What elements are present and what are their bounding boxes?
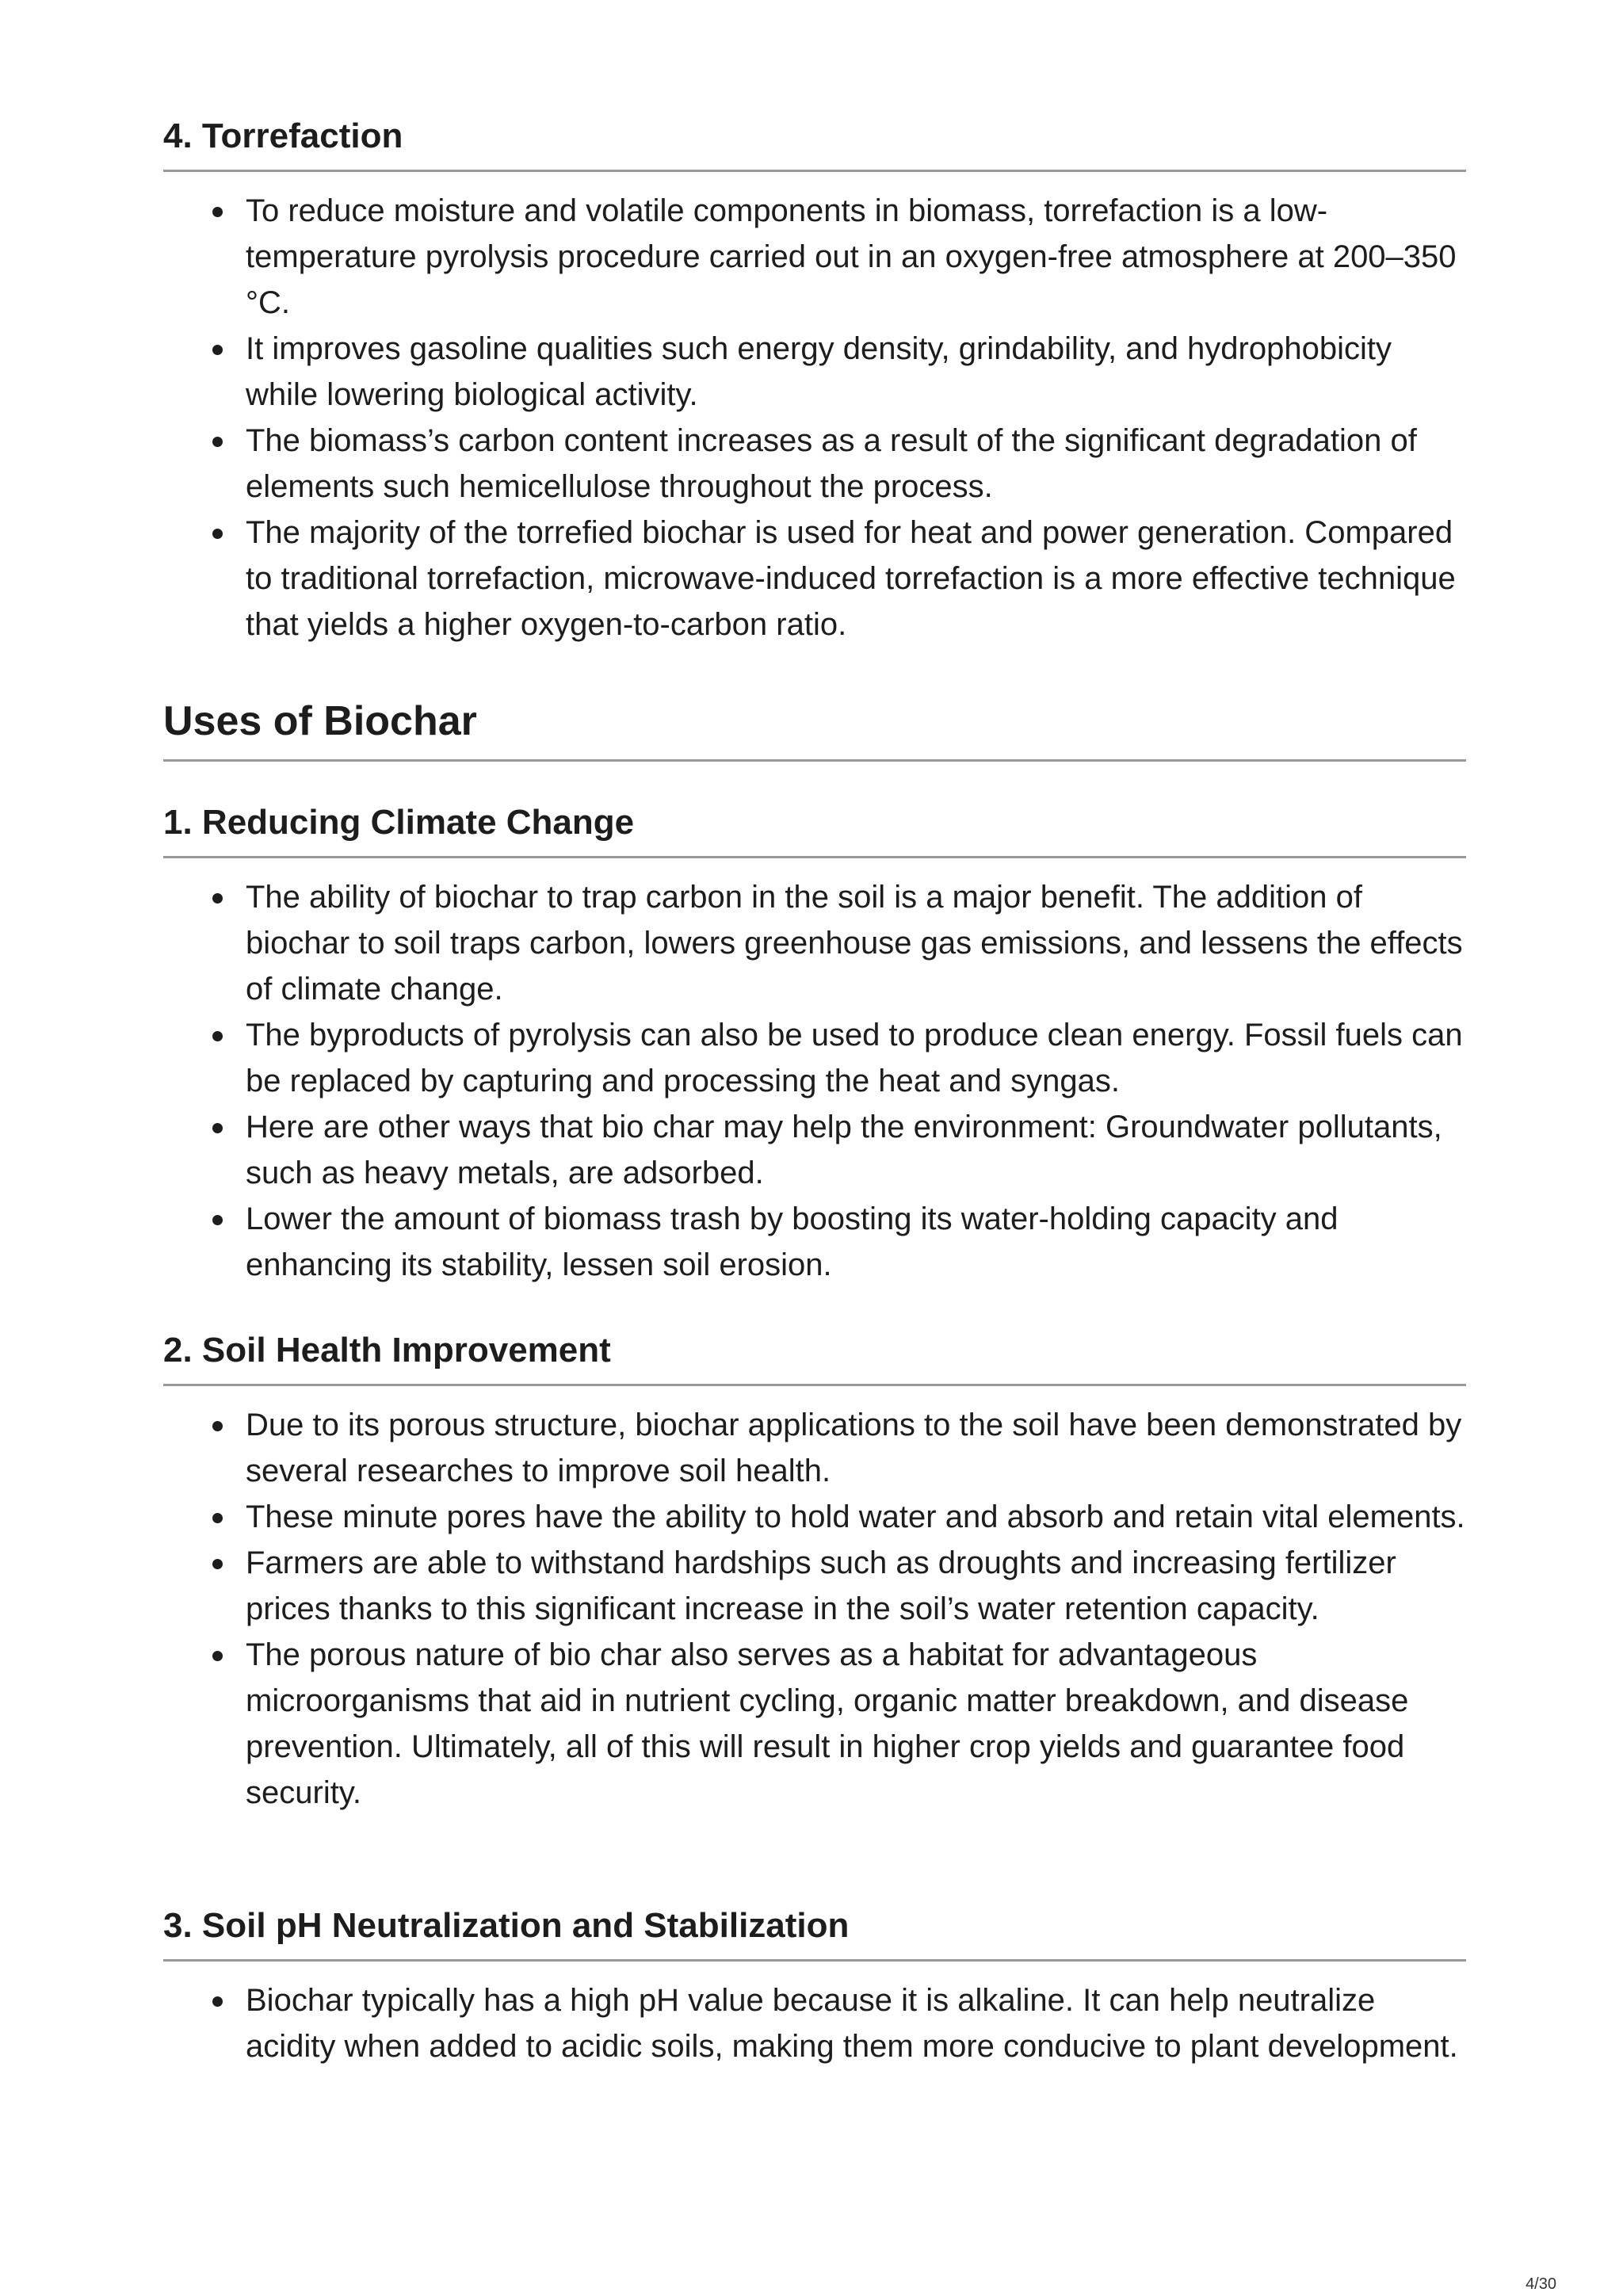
list-item [163, 1196, 1466, 1288]
list-item [163, 1104, 1466, 1196]
list-item-text: To reduce moisture and volatile components in biomass, torrefaction is a low-temperature pyrolysis procedure carried out in an oxygen-free atmosphere at 200–350 °C. [246, 193, 1457, 320]
section-title: Uses of Biochar [163, 697, 1466, 762]
bullet-icon [212, 1031, 223, 1041]
section-uses-of-biochar [163, 697, 1466, 762]
bullet-icon [212, 1559, 223, 1569]
list-item-text: Lower the amount of biomass trash by boosting its water-holding capacity and enhancing its stability, lessen soil erosion. [246, 1201, 1338, 1282]
bullet-list [163, 1977, 1466, 2069]
section-torrefaction [163, 116, 1466, 648]
section-reducing-climate-change [163, 802, 1466, 1288]
list-item-text: The majority of the torrefied biochar is used for heat and power generation. Compared to traditional torrefaction, microwave-induced torrefaction is a more effective technique that yields a higher oxygen-to-carbon ratio. [246, 515, 1456, 642]
bullet-icon [212, 1651, 223, 1661]
bullet-list [163, 1402, 1466, 1816]
section-heading: 4. Torrefaction [163, 116, 1466, 172]
list-item-text: Due to its porous structure, biochar applications to the soil have been demonstrated by several researches to improve soil health. [246, 1408, 1462, 1488]
section-heading: 3. Soil pH Neutralization and Stabilization [163, 1905, 1466, 1962]
list-item [163, 1632, 1466, 1816]
list-item-text: Farmers are able to withstand hardships such as droughts and increasing fertilizer prices thanks to this significant increase in the soil’s water retention capacity. [246, 1545, 1396, 1626]
page-number: 4/30 [1526, 2275, 1556, 2293]
list-item [163, 510, 1466, 648]
section-soil-ph-neutralization [163, 1905, 1466, 2069]
list-item-text: The ability of biochar to trap carbon in the soil is a major benefit. The addition of biochar to soil traps carbon, lowers greenhouse gas emissions, and lessens the effects of climate change. [246, 880, 1463, 1007]
bullet-list [163, 874, 1466, 1288]
list-item [163, 1402, 1466, 1494]
list-item-text: Here are other ways that bio char may help the environment: Groundwater pollutants, such as heavy metals, are adsorbed. [246, 1110, 1442, 1190]
list-item [163, 326, 1466, 418]
list-item-text: The byproducts of pyrolysis can also be used to produce clean energy. Fossil fuels can be replaced by capturing and processing the heat and syngas. [246, 1018, 1463, 1098]
section-heading: 1. Reducing Climate Change [163, 802, 1466, 858]
list-item-text: Biochar typically has a high pH value because it is alkaline. It can help neutralize acidity when added to acidic soils, making them more conducive to plant development. [246, 1983, 1458, 2064]
list-item [163, 874, 1466, 1012]
section-soil-health-improvement [163, 1330, 1466, 1816]
list-item [163, 188, 1466, 326]
bullet-icon [212, 1123, 223, 1133]
bullet-icon [212, 207, 223, 217]
list-item-text: The porous nature of bio char also serves as a habitat for advantageous microorganisms that aid in nutrient cycling, organic matter breakdown, and disease prevention. Ultimately, all of this will result in higher crop yields and guarantee food security. [246, 1637, 1409, 1810]
list-item-text: It improves gasoline qualities such energy density, grindability, and hydrophobicity while lowering biological activity. [246, 331, 1392, 412]
list-item [163, 418, 1466, 510]
bullet-icon [212, 1513, 223, 1523]
bullet-icon [212, 437, 223, 447]
list-item [163, 1012, 1466, 1104]
list-item-text: The biomass’s carbon content increases as a result of the significant degradation of elements such hemicellulose throughout the process. [246, 423, 1417, 504]
list-item [163, 1494, 1466, 1540]
bullet-icon [212, 1215, 223, 1225]
section-heading: 2. Soil Health Improvement [163, 1330, 1466, 1386]
bullet-icon [212, 1996, 223, 2007]
list-item-text: These minute pores have the ability to hold water and absorb and retain vital elements. [246, 1499, 1465, 1534]
bullet-list [163, 188, 1466, 648]
bullet-icon [212, 1421, 223, 1431]
bullet-icon [212, 893, 223, 904]
bullet-icon [212, 529, 223, 539]
list-item [163, 1540, 1466, 1632]
bullet-icon [212, 345, 223, 355]
list-item [163, 1977, 1466, 2069]
